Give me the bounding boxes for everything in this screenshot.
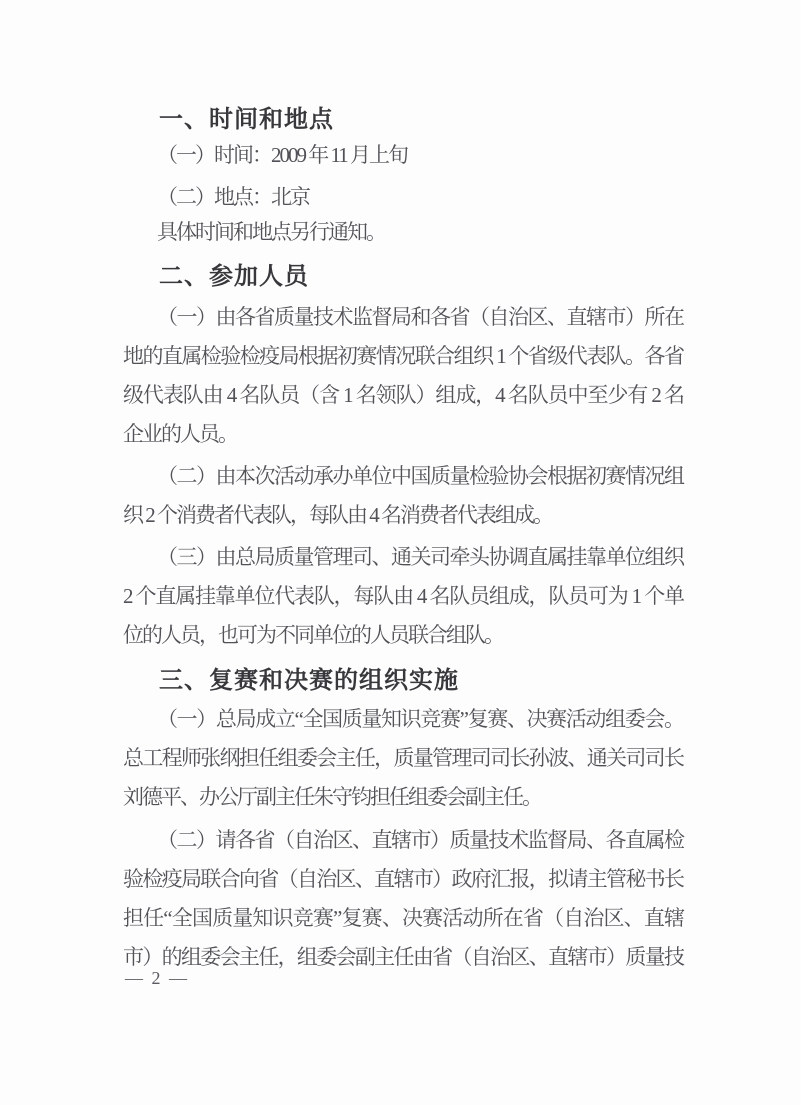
paragraph-provincial-teams (123, 298, 683, 454)
paragraph-line: （二）地点：北京 (157, 185, 309, 209)
paragraph-provincial-committee (123, 821, 683, 977)
paragraph-line: 验检疫局联合向省（自治区、直辖市）政府汇报，拟请主管秘书长 (123, 867, 683, 891)
paragraph-line: 位的人员，也可为不同单位的人员联合组队。 (123, 623, 503, 647)
paragraph-line: 市）的组委会主任，组委会副主任由省（自治区、直辖市）质量技 (123, 945, 683, 969)
paragraph-place (123, 178, 683, 217)
paragraph-time (123, 136, 683, 175)
paragraph-line: 织 2 个消费者代表队，每队由 4 名消费者代表组成。 (123, 503, 552, 527)
page-number: — 2 — (125, 968, 189, 988)
paragraph-line: 级代表队由 4 名队员（含 1 名领队）组成，4 名队员中至少有 2 名 (123, 383, 683, 407)
paragraph-line: （一）总局成立“全国质量知识竞赛”复赛、决赛活动组委会。 (157, 707, 683, 731)
paragraph-line: （三）由总局质量管理司、通关司牵头协调直属挂靠单位组织 (157, 545, 683, 569)
paragraph-line: 2 个直属挂靠单位代表队，每队由 4 名队员组成，队员可为 1 个单 (123, 584, 683, 608)
paragraph-line: 具体时间和地点另行通知。 (157, 220, 385, 244)
paragraph-consumer-teams (123, 457, 683, 535)
paragraph-organizing-committee (123, 700, 683, 817)
paragraph-line: （一）时间：2009 年 11 月上旬 (157, 143, 407, 167)
section-heading-time-and-place: 一、时间和地点 (159, 106, 334, 133)
paragraph-further-notice (123, 213, 683, 252)
section-heading-participants: 二、参加人员 (159, 263, 309, 290)
paragraph-line: （二）由本次活动承办单位中国质量检验协会根据初赛情况组 (157, 464, 683, 488)
paragraph-line: 企业的人员。 (123, 422, 237, 446)
paragraph-affiliated-teams (123, 538, 683, 655)
paragraph-line: 担任“全国质量知识竞赛”复赛、决赛活动所在省（自治区、直辖 (123, 906, 683, 930)
paragraph-line: 总工程师张纲担任组委会主任，质量管理司司长孙波、通关司司长 (123, 746, 683, 770)
paragraph-line: （一）由各省质量技术监督局和各省（自治区、直辖市）所在 (157, 305, 683, 329)
paragraph-line: （二）请各省（自治区、直辖市）质量技术监督局、各直属检 (157, 828, 683, 852)
paragraph-line: 地的直属检验检疫局根据初赛情况联合组织 1 个省级代表队。各省 (123, 344, 683, 368)
paragraph-line: 刘德平、办公厅副主任朱守钧担任组委会副主任。 (123, 785, 541, 809)
section-heading-organization: 三、复赛和决赛的组织实施 (159, 667, 459, 694)
document-body (123, 0, 683, 977)
